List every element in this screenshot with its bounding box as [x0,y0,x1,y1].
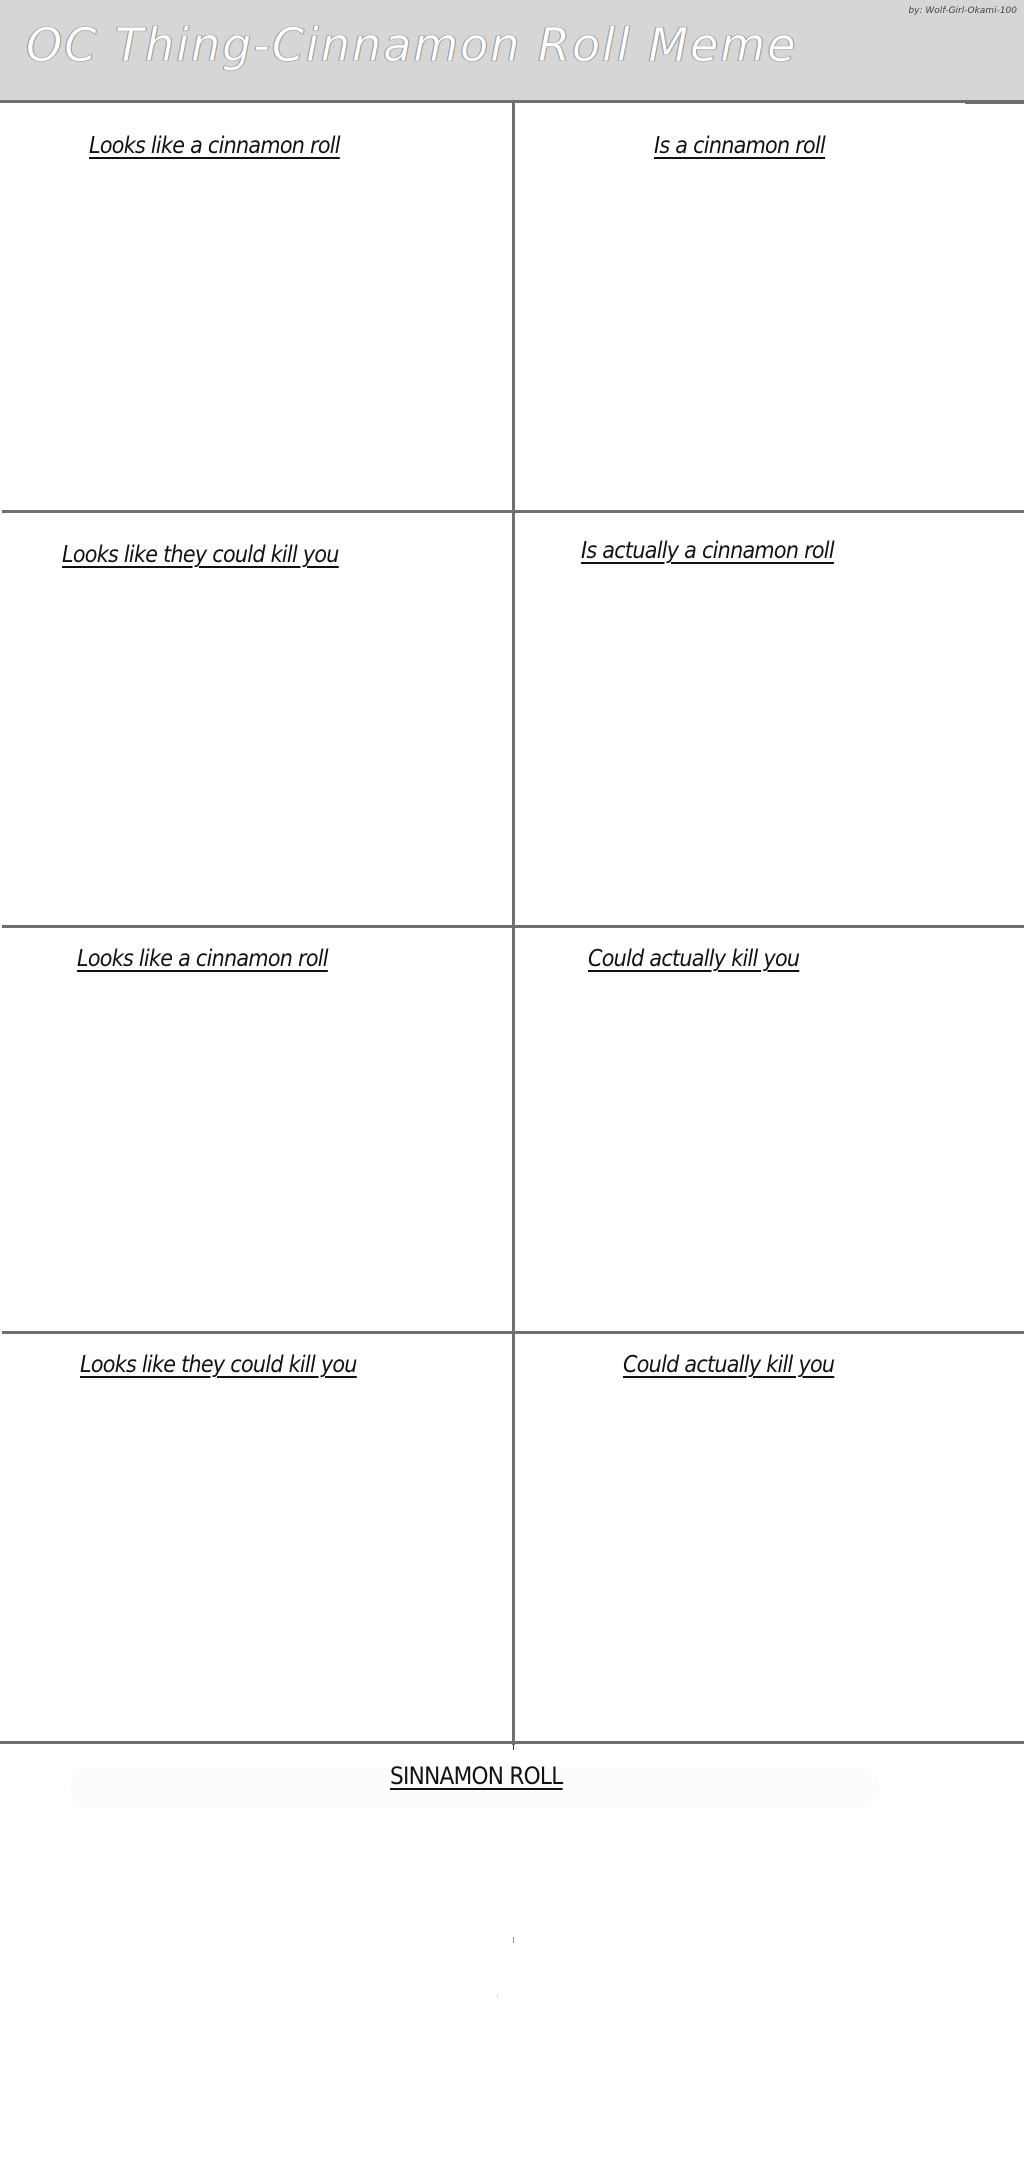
header-banner [0,0,1024,101]
panel-label: Could actually kill you [588,946,800,972]
panel-row1-left [0,103,512,510]
panel-row1-right [515,103,1024,510]
author-credit: by: Wolf-Girl-Okami-100 [908,6,1017,16]
panel-label: Looks like they could kill you [80,1352,357,1378]
panel-row2-right [515,513,1024,925]
panel-row3-left [0,928,512,1331]
panel-row3-right [515,928,1024,1331]
stray-mark [513,1937,514,1943]
panel-label: Looks like they could kill you [62,542,339,568]
panel-row4-right [515,1334,1024,1741]
panel-row2-left [0,513,512,925]
panel-label: Could actually kill you [623,1352,835,1378]
page-title: OC Thing-Cinnamon Roll Meme [26,18,798,72]
final-panel-label: SINNAMON ROLL [390,1762,563,1790]
stray-mark [497,1993,498,1998]
panel-row4-left [0,1334,512,1741]
panel-label: Looks like a cinnamon roll [77,946,328,972]
divider-tick [513,1745,514,1750]
panel-label: Looks like a cinnamon roll [89,133,340,159]
panel-label: Is a cinnamon roll [654,133,826,159]
panel-label: Is actually a cinnamon roll [581,538,834,564]
row-divider-4 [0,1741,1024,1744]
